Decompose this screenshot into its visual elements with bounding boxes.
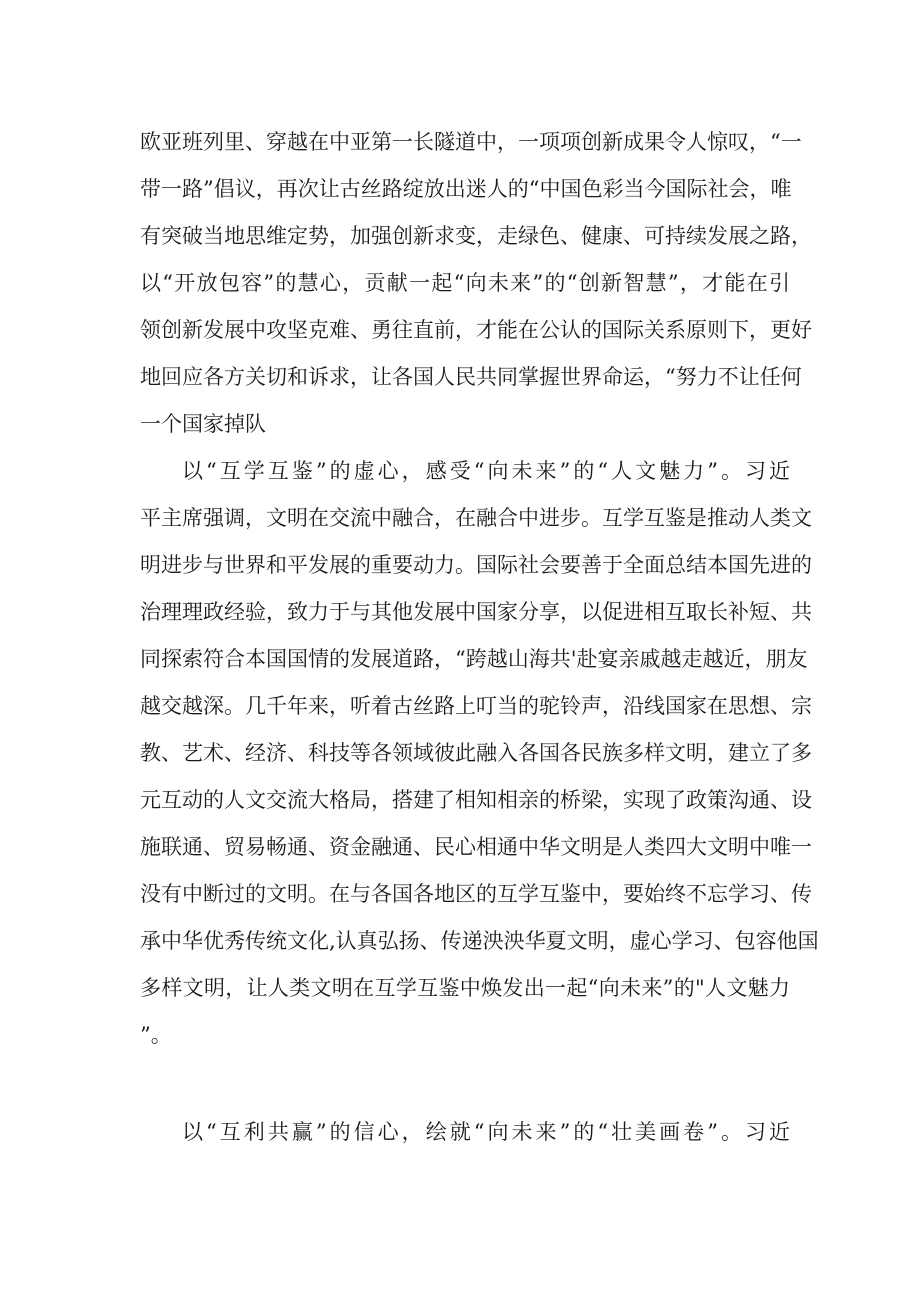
text-line: 一个国家掉队 (140, 412, 266, 436)
text-line: 带一路”倡议，再次让古丝路绽放出迷人的“中国色彩当今国际社会，唯 (140, 177, 792, 201)
text-line: 欧亚班列里、穿越在中亚第一长隧道中，一项项创新成果令人惊叹，“一 (140, 130, 802, 154)
text-line: ”。 (140, 1023, 172, 1047)
text-line: 教、艺术、经济、科技等各领域彼此融入各国各民族多样文明，建立了多 (140, 741, 812, 765)
text-line: 越交越深。几千年来，听着古丝路上叮当的驼铃声，沿线国家在思想、宗 (140, 694, 812, 718)
text-line: 领创新发展中攻坚克难、勇往直前，才能在公认的国际关系原则下，更好 (140, 318, 812, 342)
text-line: 没有中断过的文明。在与各国各地区的互学互鉴中，要始终不忘学习、传 (140, 882, 812, 906)
text-line: 治理理政经验，致力于与其他发展中国家分享，以促进相互取长补短、共 (140, 600, 812, 624)
text-line: 多样文明，让人类文明在互学互鉴中焕发出一起“向未来”的"人文魅力 (140, 976, 790, 1000)
paragraph-first-line: 以“互学互鉴”的虚心，感受“向未来”的“人文魅力”。习近 (182, 459, 790, 483)
text-line: 明进步与世界和平发展的重要动力。国际社会要善于全面总结本国先进的 (140, 553, 812, 577)
text-line: 有突破当地思维定势，加强创新求变，走绿色、健康、可持续发展之路， (140, 224, 812, 248)
text-line: 平主席强调，文明在交流中融合，在融合中进步。互学互鉴是推动人类文 (140, 506, 812, 530)
paragraph-first-line: 以“互利共赢”的信心，绘就“向未来”的“壮美画卷”。习近 (182, 1120, 790, 1144)
text-line: 承中华优秀传统文化,认真弘扬、传递泱泱华夏文明，虚心学习、包容他国 (140, 929, 819, 953)
text-line: 以“开放包容”的慧心，贡献一起“向未来”的“创新智慧”，才能在引 (140, 271, 790, 295)
text-line: 地回应各方关切和诉求，让各国人民共同掌握世界命运，“努力不让任何 (140, 365, 802, 389)
text-line: 同探索符合本国国情的发展道路，“跨越山海共'赴宴亲戚越走越近，朋友 (140, 647, 808, 671)
text-line: 施联通、贸易畅通、资金融通、民心相通中华文明是人类四大文明中唯一 (140, 835, 812, 859)
text-line: 元互动的人文交流大格局，搭建了相知相亲的桥梁，实现了政策沟通、设 (140, 788, 812, 812)
